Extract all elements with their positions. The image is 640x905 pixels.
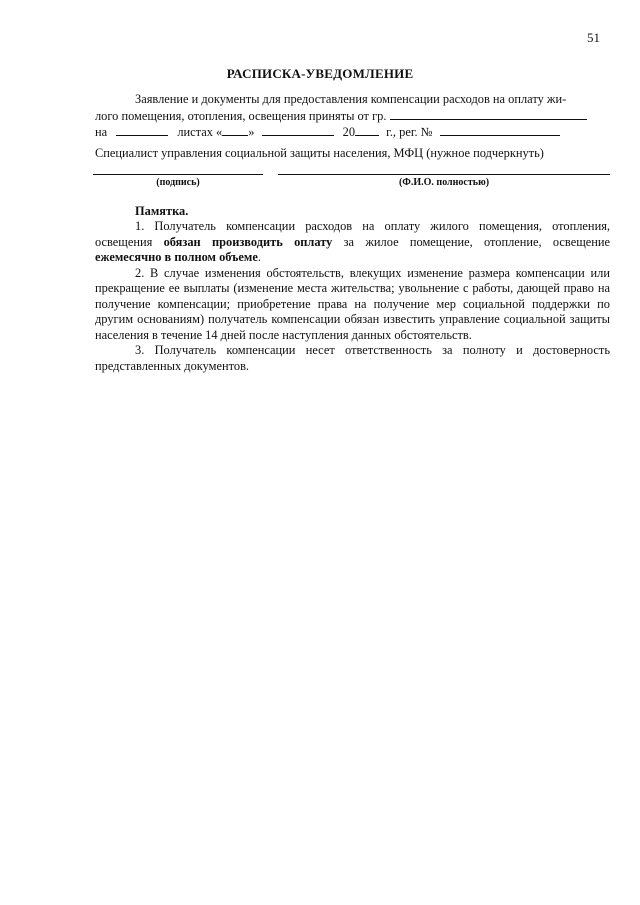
document-title: РАСПИСКА-УВЕДОМЛЕНИЕ	[226, 66, 414, 81]
year-prefix: 20	[342, 125, 356, 139]
signature-caption: (подпись)	[156, 177, 200, 188]
reg-number-field[interactable]	[440, 124, 560, 136]
memo-item-1: 1. Получатель компенсации расходов на оплату жилого помещения, отопления, освещения обязан производить оплату за жилое помещение, отопление, освещение ежемесячно в полном объеме.	[95, 219, 610, 264]
sheets-count-field[interactable]	[116, 124, 168, 136]
signature-field[interactable]	[93, 174, 263, 175]
receipt-line-1: Заявление и документы для предоставления компенсации расходов на оплату жи-	[135, 92, 567, 106]
sheets-label: листах «	[177, 125, 223, 139]
specialist-line: Специалист управления социальной защиты населения, МФЦ (нужное подчеркнуть)	[95, 146, 544, 160]
receipt-applicant-label: лого помещения, отопления, освещения приняты от гр.	[95, 109, 387, 123]
receipt-line-3	[95, 124, 610, 140]
fio-field[interactable]	[278, 174, 610, 175]
memo-item-3: 3. Получатель компенсации несет ответственность за полноту и достоверность представленных документов.	[95, 343, 610, 373]
memo-item-2: 2. В случае изменения обстоятельств, влекущих изменение размера компенсации или прекращение ее выплаты (изменение места жительства; увольнение с работы, дающей право на получение компенсации; приобретение права на получение мер социальной поддержки по другим основаниям) получатель компенсации обязан известить управление социальной защиты населения в течение 14 дней после наступления данных обстоятельств.	[95, 265, 610, 342]
year-field[interactable]	[355, 124, 379, 136]
quote-close: »	[248, 125, 255, 139]
memo-item-1-emphasis-1: обязан производить оплату	[163, 234, 333, 249]
receipt-line-2	[95, 108, 610, 124]
page-number: 51	[587, 30, 600, 45]
on-label: на	[95, 125, 108, 139]
month-field[interactable]	[262, 124, 334, 136]
fio-caption: (Ф.И.О. полностью)	[398, 177, 490, 188]
memo-item-1-emphasis-2: ежемесячно в полном объеме	[95, 250, 258, 264]
memo-body	[95, 219, 610, 374]
applicant-name-field[interactable]	[390, 108, 587, 120]
day-field[interactable]	[222, 124, 248, 136]
memo-heading: Памятка.	[135, 204, 189, 218]
reg-number-label: г., рег. №	[386, 125, 433, 139]
